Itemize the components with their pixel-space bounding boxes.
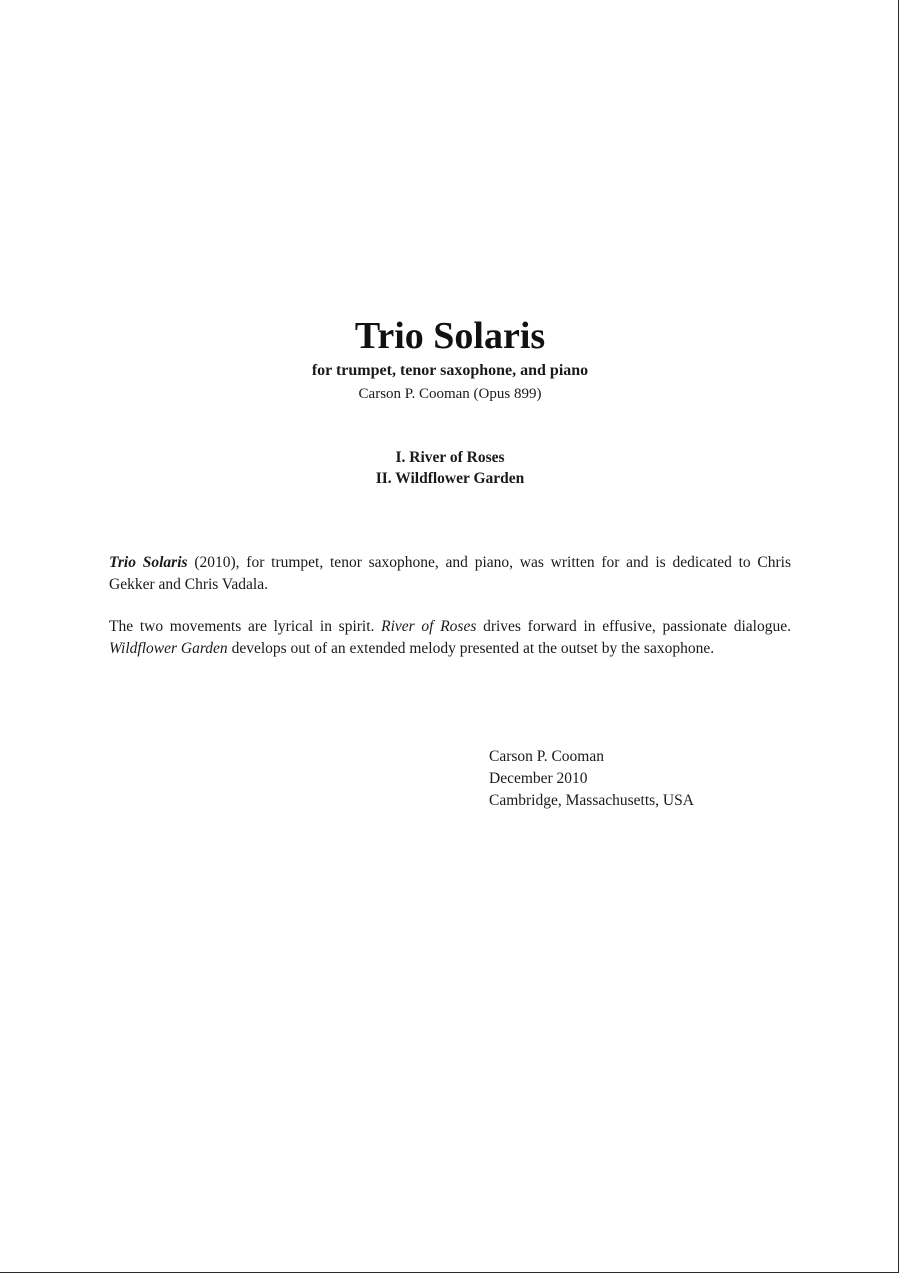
paragraph-text: (2010), for trumpet, tenor saxophone, and piano, was written for and is dedicated to Chris Gekker and Chris Vadala. (109, 554, 792, 593)
program-note-paragraph (109, 552, 791, 596)
instrumentation-subtitle: for trumpet, tenor saxophone, and piano (311, 362, 589, 379)
signature-block (489, 746, 694, 812)
signature-place: Cambridge, Massachusetts, USA (489, 792, 694, 809)
composer-opus-line: Carson P. Cooman (Opus 899) (358, 386, 542, 402)
movement-item: II. Wildflower Garden (375, 470, 525, 487)
paragraph-text: develops out of an extended melody presented at the outset by the saxophone. (227, 640, 715, 657)
movement-title-italic: Wildflower Garden (109, 640, 228, 657)
movement-item: I. River of Roses (395, 449, 505, 466)
signature-name: Carson P. Cooman (489, 748, 604, 765)
movement-list (0, 447, 900, 489)
program-notes (109, 552, 791, 680)
paragraph-text: The two movements are lyrical in spirit. (109, 618, 382, 635)
movement-title-italic: River of Roses (381, 618, 477, 635)
page-title: Trio Solaris (354, 315, 546, 357)
program-note-paragraph (109, 616, 791, 660)
paragraph-text: drives forward in effusive, passionate dialogue. (476, 618, 791, 635)
work-title-italic: Trio Solaris (109, 554, 188, 571)
signature-date: December 2010 (489, 770, 588, 787)
